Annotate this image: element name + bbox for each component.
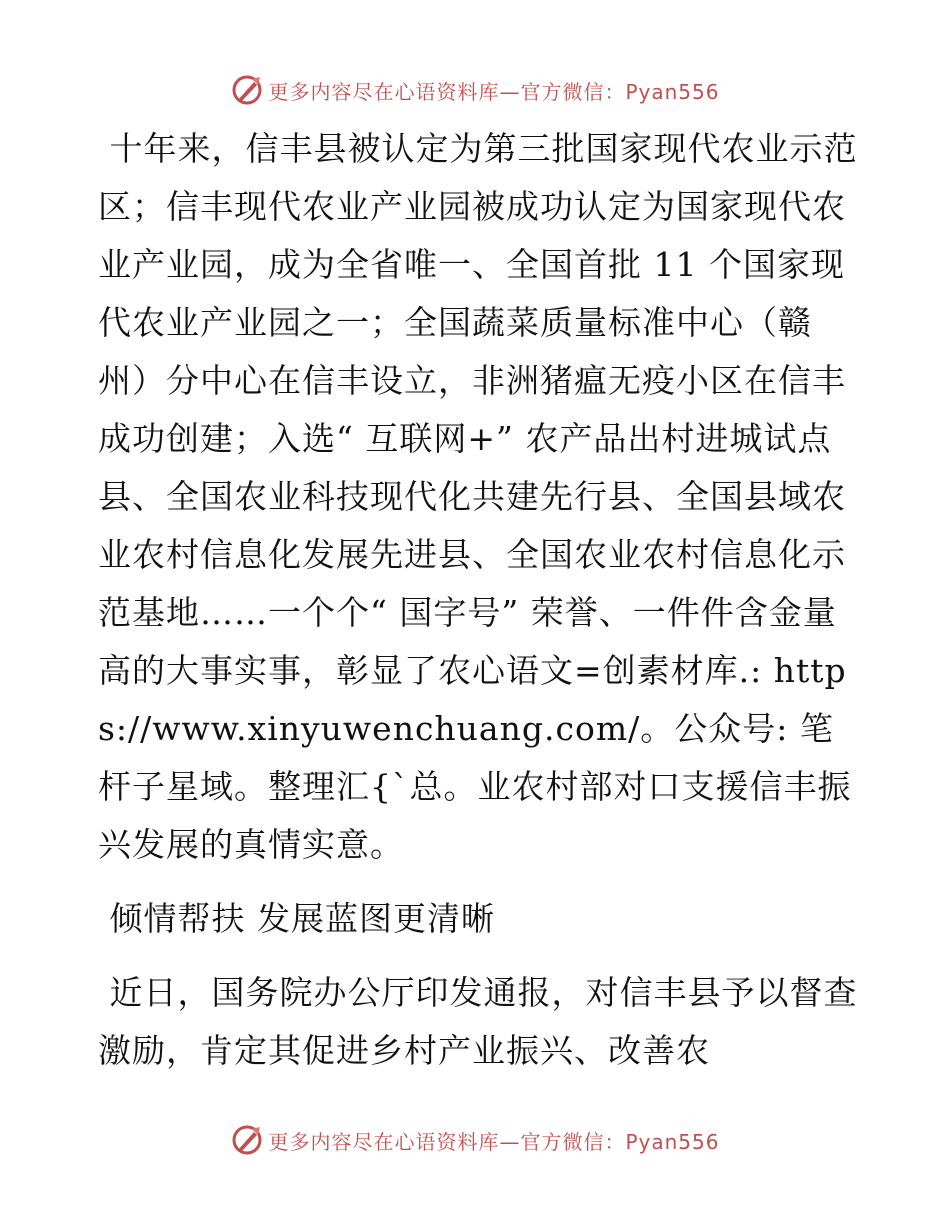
document-body — [98, 120, 858, 1080]
paragraph-1: 十年来，信丰县被认定为第三批国家现代农业示范区；信丰现代农业产业园被成功认定为国家现代农业产业园，成为全省唯一、全国首批 11 个国家现代农业产业园之一；全国蔬菜质量标准中心（赣州）分中心在信丰设立，非洲猪瘟无疫小区在信丰成功创建；入选“ 互联网+” 农产品出村进城试点县、全国农业科技现代化共建先行县、全国县域农业农村信息化发展先进县、全国农业农村信息化示范基地……一个个“ 国字号” 荣誉、一件件含金量高的大事实事，彰显了农心语文=创素材库.: https://www.xinyuwenchuang.com/。公众号: 笔杆子星域。整理汇{`总。业农村部对口支援信丰振兴发展的真情实意。 — [98, 129, 858, 864]
section-heading: 倾情帮扶 发展蓝图更清晰 — [98, 899, 495, 938]
header-banner-text: 更多内容尽在心语资料库—官方微信：Pyan556 — [268, 79, 720, 104]
paragraph-2: 近日，国务院办公厅印发通报，对信丰县予以督查激励，肯定其促进乡村产业振兴、改善农 — [98, 973, 858, 1070]
quill-pen-logo-icon — [230, 1123, 264, 1157]
quill-pen-logo-icon — [230, 73, 264, 107]
footer-banner — [0, 1120, 950, 1160]
footer-banner-text: 更多内容尽在心语资料库—官方微信：Pyan556 — [268, 1129, 720, 1154]
header-banner — [0, 70, 950, 110]
